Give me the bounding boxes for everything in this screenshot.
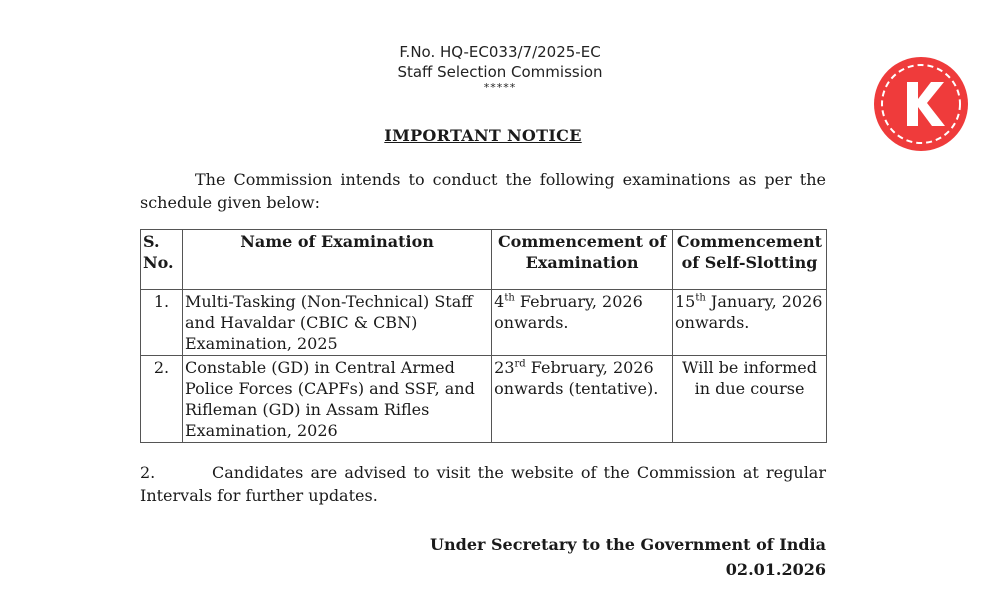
header-sno: S. No. <box>141 230 183 290</box>
row-exam-date: 23rd February, 2026 onwards (tentative). <box>492 356 673 443</box>
document-header <box>0 42 1000 94</box>
exam-schedule-table <box>140 229 827 443</box>
row-sno: 1. <box>141 290 183 356</box>
table-row <box>141 290 827 356</box>
row-exam-date: 4th February, 2026 onwards. <box>492 290 673 356</box>
header-slot-commencement: Commencement of Self-Slotting <box>673 230 827 290</box>
intro-paragraph: The Commission intends to conduct the following examinations as per the schedule given below: <box>140 170 826 212</box>
header-stars: ***** <box>483 81 517 94</box>
table-header-row <box>141 230 827 290</box>
advisory-paragraph <box>140 461 826 507</box>
notice-date: 02.01.2026 <box>725 560 826 579</box>
row-exam-name: Constable (GD) in Central Armed Police Forces (CAPFs) and SSF, and Rifleman (GD) in Assam Rifles Examination, 2026 <box>182 356 491 443</box>
header-exam-commencement: Commencement of Examination <box>492 230 673 290</box>
row-exam-name: Multi-Tasking (Non-Technical) Staff and Havaldar (CBIC & CBN) Examination, 2025 <box>182 290 491 356</box>
row-slot-date: 15th January, 2026 onwards. <box>673 290 827 356</box>
signatory-title: Under Secretary to the Government of India <box>430 535 826 554</box>
k-logo-icon <box>873 56 969 152</box>
header-exam-name: Name of Examination <box>182 230 491 290</box>
signature-block <box>430 532 826 582</box>
advisory-text: Candidates are advised to visit the website of the Commission at regular Intervals for further updates. <box>140 463 826 505</box>
table-row <box>141 356 827 443</box>
notice-title: IMPORTANT NOTICE <box>384 126 582 145</box>
row-sno: 2. <box>141 356 183 443</box>
paragraph-number: 2. <box>140 463 156 482</box>
row-slot-date: Will be informed in due course <box>673 356 827 443</box>
file-number: F.No. HQ-EC033/7/2025-EC <box>399 43 601 61</box>
organization-name: Staff Selection Commission <box>397 63 603 81</box>
